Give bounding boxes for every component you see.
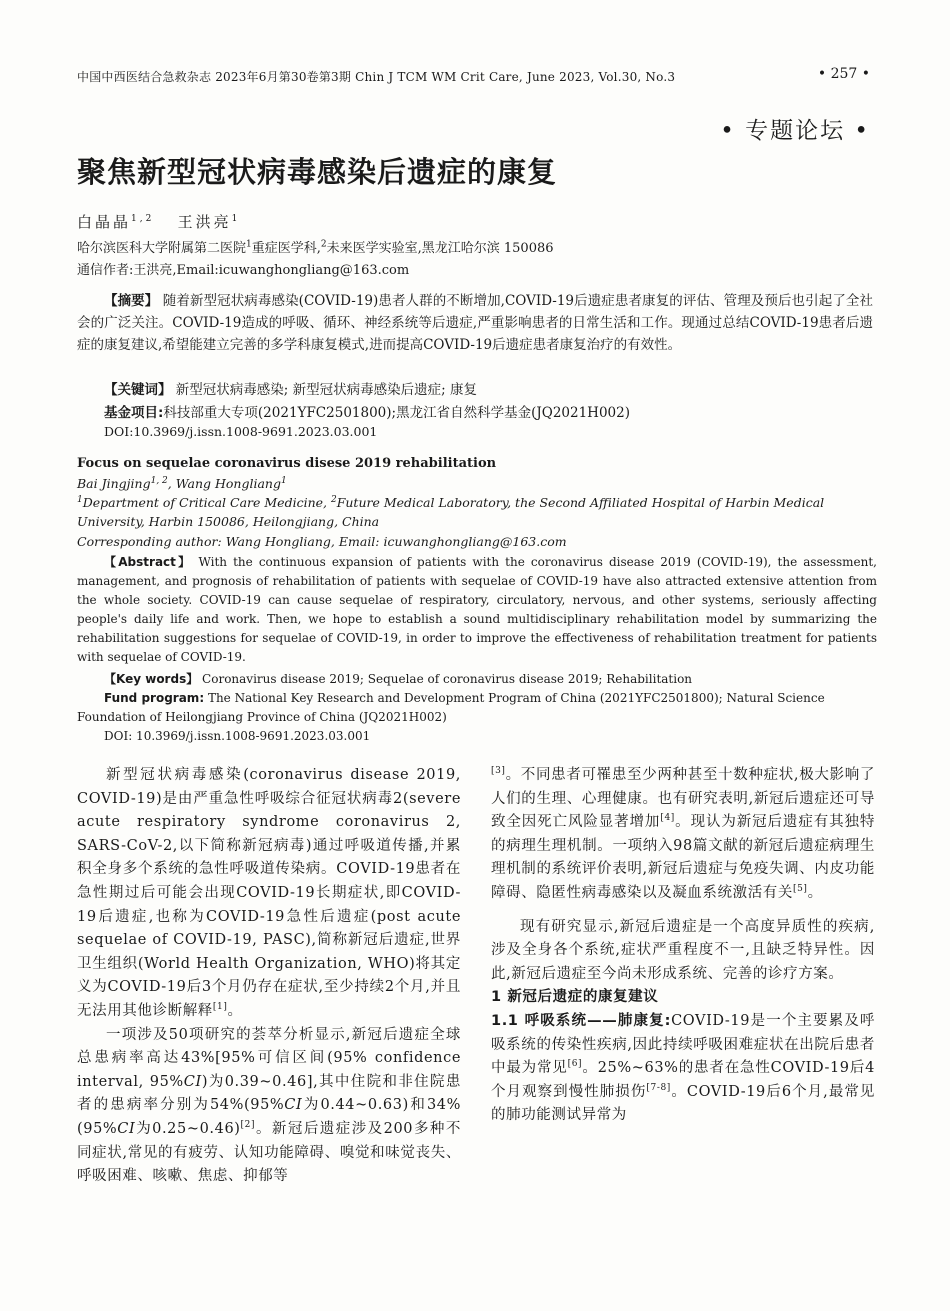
body-column-right — [491, 764, 875, 1128]
author-name: Wang Hongliang — [175, 476, 281, 491]
affil-sup: 2 — [330, 494, 337, 505]
affiliation-zh — [77, 237, 554, 256]
keywords-label: 【Key words】 — [104, 672, 199, 686]
body-column-left — [77, 764, 461, 1189]
page-number: • 257 • — [817, 66, 870, 82]
body-paragraph-continued: [3]。不同患者可罹患至少两种甚至十数种症状,极大影响了人们的生理、心理健康。也有研究表明,新冠后遗症还可导致全因死亡风险显著增加[4]。现认为新冠后遗症有其独特的病理生理机制。一项纳入98篇文献的新冠后遗症病理生理机制的系统评价表明,新冠后遗症与免疫失调、内皮功能障碍、隐匿性病毒感染以及凝血系统激活有关[5]。 — [491, 766, 875, 901]
author-name: Bai Jingjing — [77, 476, 151, 491]
affiliation-part: 重症医学科, — [251, 241, 321, 256]
body-paragraph: 新型冠状病毒感染(coronavirus disease 2019, COVID-19)是由严重急性呼吸综合征冠状病毒2(severe acute respiratory syndrome coronavirus 2, SARS-CoV-2,以下简称新冠病毒)通过呼吸道传播,并累积全身多个系统的急性呼吸道传染病。COVID-19患者在急性期过后可能会出现COVID-19长期症状,即COVID-19后遗症,也称为COVID-19急性后遗症(post acute sequelae of COVID-19, PASC),简称新冠后遗症,世界卫生组织(World Health Organization, WHO)将其定义为COVID-19后3个月仍存在症状,至少持续2个月,并且无法用其他诊断解释[1]。 — [77, 767, 461, 1019]
citation: [3] — [491, 766, 506, 777]
affiliation-part: 哈尔滨医科大学附属第二医院 — [77, 241, 247, 256]
affiliation-en — [77, 493, 877, 531]
keywords-text: 新型冠状病毒感染; 新型冠状病毒感染后遗症; 康复 — [175, 382, 477, 398]
keywords-text: Coronavirus disease 2019; Sequelae of coronavirus disease 2019; Rehabilitation — [202, 672, 693, 686]
section-heading: 1 新冠后遗症的康复建议 — [491, 989, 659, 1006]
affiliation-part: Future Medical Laboratory, the Second Affiliated Hospital of Harbin Medical University, Harbin 150086, Heilongjiang, China — [77, 495, 825, 529]
abstract-label: 【摘要】 — [104, 293, 159, 309]
citation: [6] — [567, 1059, 583, 1070]
affiliation-part: Department of Critical Care Medicine, — [82, 495, 331, 510]
fund-label: 基金项目: — [104, 405, 164, 421]
article-title-en: Focus on sequelae coronavirus disese 2019 rehabilitation — [77, 456, 497, 471]
author-affil-sup: 1,2 — [131, 214, 155, 224]
body-paragraph: 一项涉及50项研究的荟萃分析显示,新冠后遗症全球总患病率高达43%[95%可信区间(95% confidence interval, 95%CI)为0.39~0.46],其中住院和非住院患者的患病率分别为54%(95%CI为0.44~0.63)和34%(95%CI为0.25~0.46)[2]。新冠后遗症涉及200多种不同症状,常见的有疲劳、认知功能障碍、嗅觉和味觉丧失、呼吸困难、咳嗽、焦虑、抑郁等 — [77, 1026, 461, 1185]
citation: [7-8] — [646, 1082, 671, 1093]
abstract-zh — [77, 290, 873, 356]
fund-text: 科技部重大专项(2021YFC2501800);黑龙江省自然科学基金(JQ2021H002) — [163, 405, 630, 421]
keywords-zh — [104, 378, 477, 398]
fund-label: Fund program: — [104, 691, 205, 705]
body-paragraph: 现有研究显示,新冠后遗症是一个高度异质性的疾病,涉及全身各个系统,症状严重程度不一,且缺乏特异性。因此,新冠后遗症至今尚未形成系统、完善的诊疗方案。 — [491, 918, 875, 982]
citation: [1] — [212, 1002, 228, 1013]
keywords-en — [104, 670, 692, 687]
column-label: • 专题论坛 • — [720, 118, 870, 144]
subsection-heading: 1.1 呼吸系统——肺康复: — [491, 1012, 672, 1029]
running-header: 中国中西医结合急救杂志 2023年6月第30卷第3期 Chin J TCM WM Crit Care, June 2023, Vol.30, No.3 — [77, 70, 676, 84]
affil-sup: 1 — [246, 239, 252, 250]
fund-text: The National Key Research and Development Program of China (2021YFC2501800); Natural Science Foundation of Heilongjiang Province of China (JQ2021H002) — [77, 691, 825, 724]
fund-zh — [104, 401, 630, 421]
corresponding-author-en: Corresponding author: Wang Hongliang, Email: icuwanghongliang@163.com — [77, 534, 567, 549]
affiliation-part: 未来医学实验室,黑龙江哈尔滨 150086 — [326, 241, 554, 256]
author-affil-sup: 1 — [231, 214, 241, 224]
citation: [4] — [660, 813, 675, 824]
author-name: 王洪亮 — [177, 213, 232, 231]
doi-zh: DOI:10.3969/j.issn.1008-9691.2023.03.001 — [104, 424, 378, 439]
doi-en: DOI: 10.3969/j.issn.1008-9691.2023.03.001 — [104, 729, 371, 743]
abstract-label: 【Abstract】 — [104, 555, 193, 569]
author-affil-sup: 1 — [280, 475, 287, 486]
affil-sup: 2 — [320, 239, 327, 250]
corresponding-author-zh: 通信作者:王洪亮,Email:icuwanghongliang@163.com — [77, 263, 410, 278]
abstract-text: 随着新型冠状病毒感染(COVID-19)患者人群的不断增加,COVID-19后遗症患者康复的评估、管理及预后也引起了全社会的广泛关注。COVID-19造成的呼吸、循环、神经系统等后遗症,严重影响患者的日常生活和工作。现通过总结COVID-19患者后遗症的康复建议,希望能建立完善的多学科康复模式,进而提高COVID-19后遗症患者康复治疗的有效性。 — [77, 293, 874, 353]
affil-sup: 1 — [77, 494, 83, 505]
authors-en: Bai Jingjing$^{1, 2}$, Wang Hongliang$^1$ — [77, 475, 287, 491]
authors-zh — [77, 211, 240, 232]
citation: [2] — [240, 1120, 256, 1131]
article-title-zh: 聚焦新型冠状病毒感染后遗症的康复 — [77, 155, 558, 189]
keywords-label: 【关键词】 — [104, 382, 172, 398]
abstract-en — [77, 553, 877, 667]
citation: [5] — [793, 884, 808, 895]
author-name: 白晶晶 — [77, 213, 132, 231]
author-affil-sup: 1, 2 — [150, 475, 168, 486]
fund-en — [77, 689, 877, 727]
abstract-text: With the continuous expansion of patients with the coronavirus disease 2019 (COVID-19), the assessment, management, and prognosis of rehabilitation of patients with sequelae of COVID-19 have also attracted extensive attention from the whole society. COVID-19 can cause sequelae of respiratory, circulatory, nervous, and other systems, seriously affecting people's daily life and work. Then, we hope to establish a sound multidisciplinary rehabilitation model by summarizing the rehabilitation suggestions for sequelae of COVID-19, in order to improve the effectiveness of rehabilitation treatment for patients with sequelae of COVID-19. — [77, 555, 877, 664]
body-paragraph: 1.1 呼吸系统——肺康复:COVID-19是一个主要累及呼吸系统的传染性疾病,因此持续呼吸困难症状在出院后患者中最为常见[6]。25%~63%的患者在急性COVID-19后4个月观察到慢性肺损伤[7-8]。COVID-19后6个月,最常见的肺功能测试异常为 — [491, 1012, 876, 1124]
